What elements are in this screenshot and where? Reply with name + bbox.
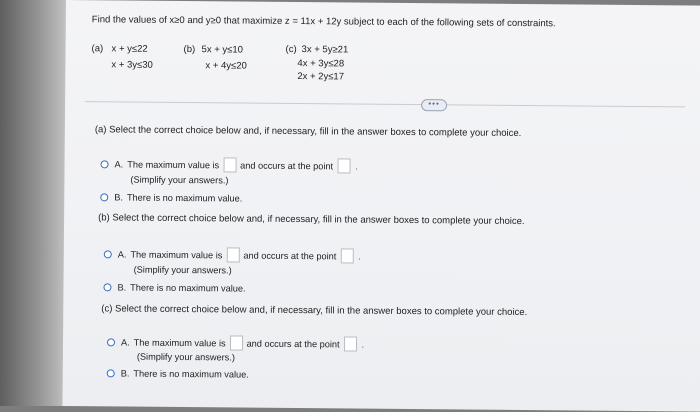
constraint-a-line-2: x + 3y≤30 xyxy=(111,59,153,71)
part-a-instruction: (a) Select the correct choice below and, if necessary, fill in the answer boxes to complete your choice. xyxy=(94,124,522,139)
period: . xyxy=(355,161,358,172)
option-text: There is no maximum value. xyxy=(126,192,243,204)
part-c-point-input[interactable] xyxy=(344,336,357,351)
constraint-a-label: (a) xyxy=(91,43,104,55)
part-c-option-a[interactable] xyxy=(107,334,364,351)
option-text: and occurs at the point xyxy=(240,160,334,171)
constraint-a-line-1: x + y≤22 xyxy=(111,43,148,55)
option-letter: A. xyxy=(120,336,130,348)
part-c-option-b-radio[interactable] xyxy=(107,369,115,377)
option-letter: B. xyxy=(114,192,124,203)
constraint-c-line-3: 2x + 2y≤17 xyxy=(297,71,345,83)
period: . xyxy=(358,251,361,262)
part-a-max-value-input[interactable] xyxy=(223,157,236,172)
option-letter: B. xyxy=(117,282,127,293)
part-b-option-a-radio[interactable] xyxy=(104,250,112,258)
option-text: The maximum value is xyxy=(127,159,220,170)
part-b-point-input[interactable] xyxy=(340,248,353,263)
part-b-option-b-radio[interactable] xyxy=(103,283,111,291)
part-b-max-value-input[interactable] xyxy=(226,247,239,262)
part-c-instruction: (c) Select the correct choice below and, if necessary, fill in the answer boxes to complete your choice. xyxy=(101,303,528,319)
option-text: and occurs at the point xyxy=(243,250,337,261)
part-a-simplify-note: (Simplify your answers.) xyxy=(130,174,229,186)
part-a-option-b[interactable] xyxy=(100,192,242,203)
option-letter: A. xyxy=(117,248,127,260)
option-letter: B. xyxy=(120,368,130,379)
question-text: Find the values of x≥0 and y≥0 that maximize z = 11x + 12y subject to each of the following sets of constraints. xyxy=(91,14,556,30)
constraint-c-label: (c) xyxy=(285,43,297,56)
part-c-option-a-radio[interactable] xyxy=(107,338,115,346)
period: . xyxy=(361,339,365,350)
question-panel xyxy=(62,0,700,412)
constraint-b-line-1: 5x + y≤10 xyxy=(201,44,244,56)
option-text: The maximum value is xyxy=(130,249,223,260)
part-c-simplify-note: (Simplify your answers.) xyxy=(136,351,235,363)
part-c-max-value-input[interactable] xyxy=(230,335,243,350)
option-text: The maximum value is xyxy=(133,337,226,348)
constraint-c-line-2: 4x + 3y≤28 xyxy=(297,58,345,70)
part-a-option-b-radio[interactable] xyxy=(100,193,108,201)
constraint-c-line-1: 3x + 5y≥21 xyxy=(301,44,349,56)
constraint-b-label: (b) xyxy=(183,44,196,56)
part-c-option-b[interactable] xyxy=(107,368,249,379)
expand-more-button[interactable]: ••• xyxy=(421,99,447,111)
constraint-b-line-2: x + 4y≤20 xyxy=(205,60,247,72)
part-a-point-input[interactable] xyxy=(337,158,350,173)
option-text: and occurs at the point xyxy=(246,338,340,349)
option-letter: A. xyxy=(114,158,124,170)
part-a-option-a-radio[interactable] xyxy=(101,160,109,168)
option-text: There is no maximum value. xyxy=(130,282,246,294)
part-b-option-a[interactable] xyxy=(104,246,361,263)
part-b-simplify-note: (Simplify your answers.) xyxy=(133,264,232,276)
option-text: There is no maximum value. xyxy=(133,368,249,380)
background-edge xyxy=(0,0,70,406)
part-b-instruction: (b) Select the correct choice below and, if necessary, fill in the answer boxes to complete your choice. xyxy=(98,212,525,228)
part-b-option-b[interactable] xyxy=(103,282,245,293)
part-a-option-a[interactable] xyxy=(101,156,358,173)
section-divider xyxy=(85,101,685,107)
